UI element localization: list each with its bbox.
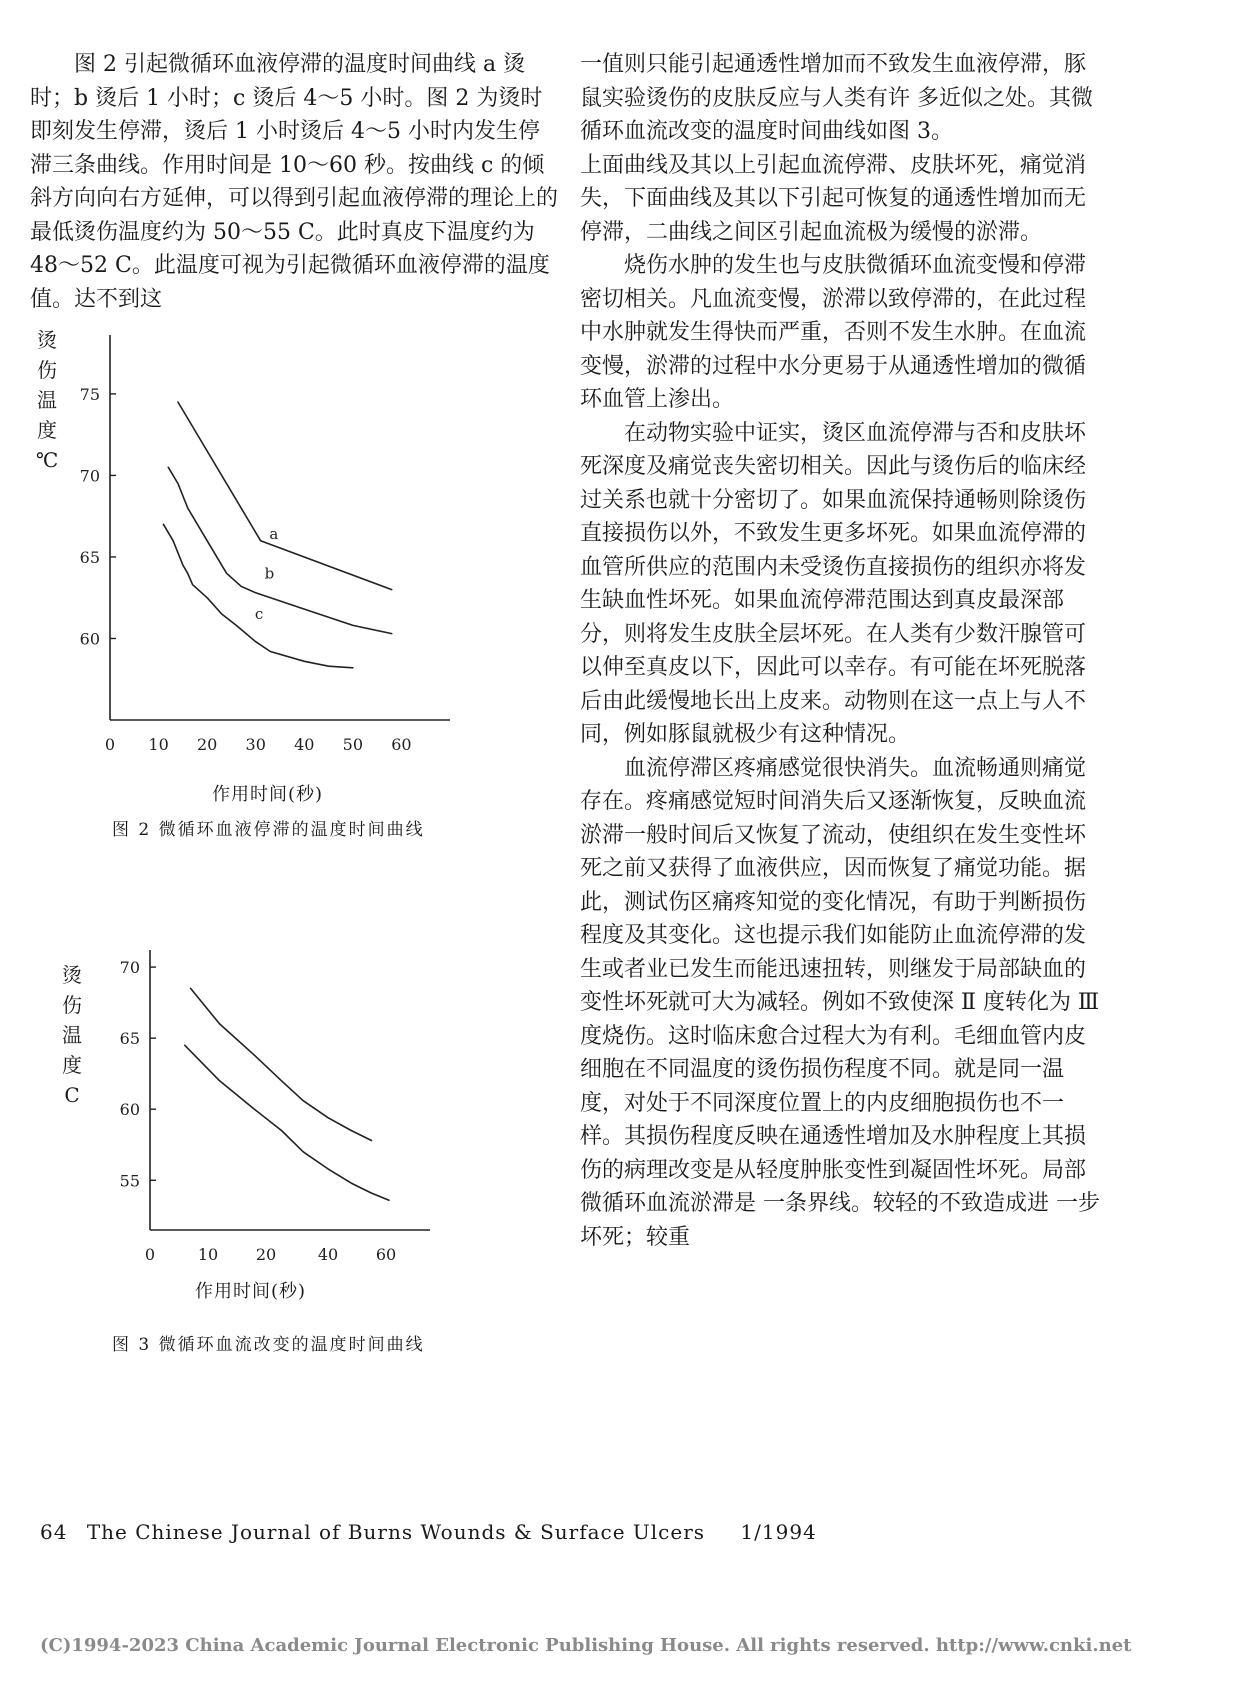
y-label-char: 温 [62, 1023, 82, 1047]
figure-2-chart [60, 305, 460, 755]
series-label: b [264, 564, 275, 583]
series-label: a [269, 525, 279, 544]
y-tick-label: 55 [119, 1171, 140, 1191]
issue-number: 1/1994 [740, 1520, 817, 1544]
paragraph: 血流停滞区疼痛感觉很快消失。血流畅通则痛觉存在。疼痛感觉短时间消失后又逐渐恢复，反映血流淤滞一般时间后又恢复了流动，使组织在发生变性坏死之前又获得了血液供应，因而恢复了痛觉功能。据此，测试伤区痛疼知觉的变化情况，有助于判断损伤程度及其变化。这也提示我们如能防止血流停滞的发生或者业已发生而能迅速扭转，则继发于局部缺血的变性坏死就可大为减轻。例如不致使深 Ⅱ 度转化为 Ⅲ 度烧伤。这时临床愈合过程大为有利。毛细血管内皮细胞在不同温度的烫伤损伤程度不同。就是同一温度，对处于不同深度位置上的内皮细胞损伤也不一样。其损伤程度反映在通透性增加及水肿程度上其损伤的病理改变是从轻度肿胀变性到凝固性坏死。局部微循环血流淤滞是 一条界线。较轻的不致造成进 一步坏死；较重 [580, 755, 1100, 1250]
paragraph: 图 2 引起微循环血液停滞的温度时间曲线 a 烫时；b 烫后 1 小时；c 烫后 4～5 小时。图 2 为烫时即刻发生停滞，烫后 1 小时烫后 4～5 小时内发生停滞三条曲线。作用时间是 10～60 秒。按曲线 c 的倾斜方向向右方延伸，可以得到引起血液停滞的理论上的最低烫伤温度约为 50～55 C。此时真皮下温度约为 48～52 C。此温度可视为引起微循环血液停滞的温度值。达不到这 [30, 52, 559, 312]
paragraph: 烧伤水肿的发生也与皮肤微循环血流变慢和停滞密切相关。凡血流变慢，淤滞以致停滞的，在此过程中水肿就发生得快而严重，否则不发生水肿。在血流变慢，淤滞的过程中水分更易于从通透性增加的微循环血管上渗出。 [580, 253, 1087, 412]
y-tick-label: 75 [79, 384, 100, 404]
x-tick-label: 10 [197, 1245, 219, 1264]
paragraph: 上面曲线及其以上引起血流停滞、皮肤坏死，痛觉消失，下面曲线及其以下引起可恢复的通透性增加而无停滞，二曲线之间区引起血流极为缓慢的淤滞。 [580, 152, 1087, 245]
series-label: c [254, 605, 264, 624]
x-tick-label: 20 [255, 1245, 277, 1264]
x-tick-label: 50 [342, 735, 364, 754]
figure-3-chart [110, 935, 450, 1270]
y-tick-label: 60 [79, 629, 100, 649]
right-column [580, 48, 1100, 1254]
y-label-char: 伤 [37, 358, 57, 382]
x-tick-label: 60 [375, 1245, 397, 1264]
left-column [30, 48, 560, 316]
series-line [185, 1045, 389, 1200]
y-label-char: 度 [37, 418, 57, 442]
x-tick-label: 30 [245, 735, 266, 754]
fig2-x-axis-label: 作用时间(秒) [212, 784, 324, 805]
x-tick-label: 40 [294, 735, 315, 754]
paragraph: 在动物实验中证实，烫区血流停滞与否和皮肤坏死深度及痛觉丧失密切相关。因此与烫伤后的临床经过关系也就十分密切了。如果血流保持通畅则除烫伤直接损伤以外，不致发生更多坏死。如果血流停滞的血管所供应的范围内未受烫伤直接损伤的组织亦将发生缺血性坏死。如果血流停滞范围达到真皮最深部分，则将发生皮肤全层坏死。在人类有少数汗腺管可以伸至真皮以下，因此可以幸存。有可能在坏死脱落后由此缓慢地长出上皮来。动物则在这一点上与人不同，例如豚鼠就极少有这种情况。 [580, 420, 1087, 747]
series-line [191, 988, 372, 1140]
fig3-y-axis-label [57, 960, 87, 1110]
x-tick-label: 40 [317, 1245, 339, 1264]
x-tick-label: 60 [391, 735, 412, 754]
paragraph: 一值则只能引起通透性增加而不致发生血液停滞，豚鼠实验烫伤的皮肤反应与人类有许 多近似之处。其微循环血流改变的温度时间曲线如图 3。 [580, 52, 1093, 144]
fig2-caption: 图 2 微循环血液停滞的温度时间曲线 [112, 820, 425, 840]
y-label-char: 度 [62, 1053, 82, 1077]
y-label-char: 伤 [62, 993, 82, 1017]
y-label-char: C [64, 1083, 80, 1107]
copyright-notice: (C)1994-2023 China Academic Journal Electronic Publishing House. All rights reserved. http://www.cnki.net [40, 1635, 1132, 1656]
x-tick-label: 0 [104, 735, 116, 754]
page-footer [40, 1520, 817, 1544]
y-tick-label: 70 [79, 466, 100, 486]
y-label-char: 烫 [62, 963, 82, 987]
fig3-caption: 图 3 微循环血流改变的温度时间曲线 [112, 1335, 425, 1355]
y-label-char: 烫 [37, 328, 57, 352]
y-tick-label: 65 [79, 547, 100, 567]
x-tick-label: 20 [196, 735, 218, 754]
series-line [168, 467, 391, 633]
series-line [178, 402, 392, 589]
page-number: 64 [40, 1520, 68, 1544]
y-label-char: ℃ [35, 448, 59, 472]
y-tick-label: 70 [119, 958, 140, 978]
y-label-char: 温 [37, 388, 57, 412]
x-tick-label: 10 [148, 735, 169, 754]
series-line [163, 524, 353, 668]
x-tick-label: 0 [144, 1245, 156, 1264]
fig2-y-axis-label [32, 325, 62, 475]
fig3-x-axis-label: 作用时间(秒) [195, 1281, 307, 1302]
y-tick-label: 60 [119, 1100, 140, 1120]
journal-name: The Chinese Journal of Burns Wounds & Surface Ulcers [86, 1520, 706, 1544]
y-tick-label: 65 [119, 1029, 140, 1049]
